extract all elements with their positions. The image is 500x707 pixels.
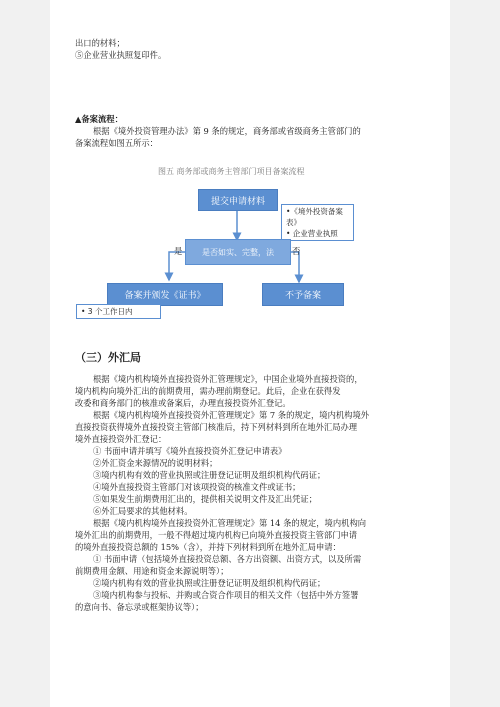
text-line: 前期费用金额、用途和资金来源说明等）；: [75, 566, 229, 576]
days-note: • 3 个工作日内: [76, 304, 161, 319]
text-line: 根据《境外投资管理办法》第 9 条的规定，商务部或省级商务主管部门的: [93, 126, 361, 136]
list-item: ① 书面申请（包括境外直接投资总额、各方出资额、出资方式，以及所需: [93, 554, 362, 564]
submit-materials-box: 提交申请材料: [198, 189, 278, 211]
text-line: 境内机构向境外汇出的前期费用，需办理前期登记。此后，企业在获得发: [75, 386, 341, 396]
text-line: 的意向书、备忘录或框架协议等）；: [75, 602, 204, 612]
text-line: 境外汇出的前期费用，一般不得超过境内机构已向境外直接投资主管部门申请: [75, 530, 358, 540]
text-line: 根据《境内机构境外直接投资外汇管理规定》第 7 条的规定，境内机构境外: [93, 410, 370, 420]
list-item: ④境外直接投资主管部门对该项投资的核准文件或证书；: [93, 482, 301, 492]
yes-label: 是: [174, 246, 183, 256]
list-item: ① 书面申请并填写《境外直接投资外汇登记申请表》: [93, 446, 287, 456]
list-item: ③境内机构有效的营业执照或注册登记证明及组织机构代码证；: [93, 470, 326, 480]
materials-note: [281, 204, 354, 241]
check-box: 是否如实、完整，法: [185, 239, 291, 265]
text-line: 改委和商务部门的核准或备案后，办理直接投资外汇登记。: [75, 398, 291, 408]
list-item: ⑤如果发生前期费用汇出的，提供相关说明文件及汇出凭证；: [93, 494, 318, 504]
text-line: ⑤企业营业执照复印件。: [75, 50, 167, 60]
list-item: ⑥外汇局要求的其他材料。: [93, 506, 193, 516]
list-item: ③境内机构参与投标、并购或合资合作项目的相关文件（包括中外方签署: [93, 590, 359, 600]
filing-heading: ▲备案流程：: [75, 114, 123, 124]
document-page: [50, 0, 450, 707]
list-item: ②境内机构有效的营业执照或注册登记证明及组织机构代码证；: [93, 578, 326, 588]
text-line: 直接投资获得境外直接投资主管部门核准后，持下列材料到所在地外汇局办理: [75, 422, 358, 432]
text-line: 根据《境内机构境外直接投资外汇管理规定》，中国企业境外直接投资的，: [93, 374, 363, 384]
text-line: 备案流程如图五所示：: [75, 138, 158, 148]
text-line: 的境外直接投资总额的 15%（含），并持下列材料到所在地外汇局申请：: [75, 542, 341, 552]
note-item: •《境外投资备案表》: [286, 207, 343, 227]
reject-box: 不予备案: [262, 283, 344, 306]
approve-box: 备案并颁发《证书》: [107, 283, 223, 306]
text-line: 根据《境内机构境外直接投资外汇管理规定》第 14 条的规定，境内机构向: [93, 518, 367, 528]
note-item: • 企业营业执照: [286, 229, 338, 238]
no-label: 否: [292, 246, 301, 256]
section-title: （三）外汇局: [75, 351, 141, 364]
figure-caption: 图五 商务部或商务主管部门项目备案流程: [158, 167, 305, 176]
list-item: ②外汇资金来源情况的说明材料；: [93, 458, 218, 468]
text-line: 出口的材料；: [75, 38, 125, 48]
text-line: 境外直接投资外汇登记：: [75, 434, 167, 444]
